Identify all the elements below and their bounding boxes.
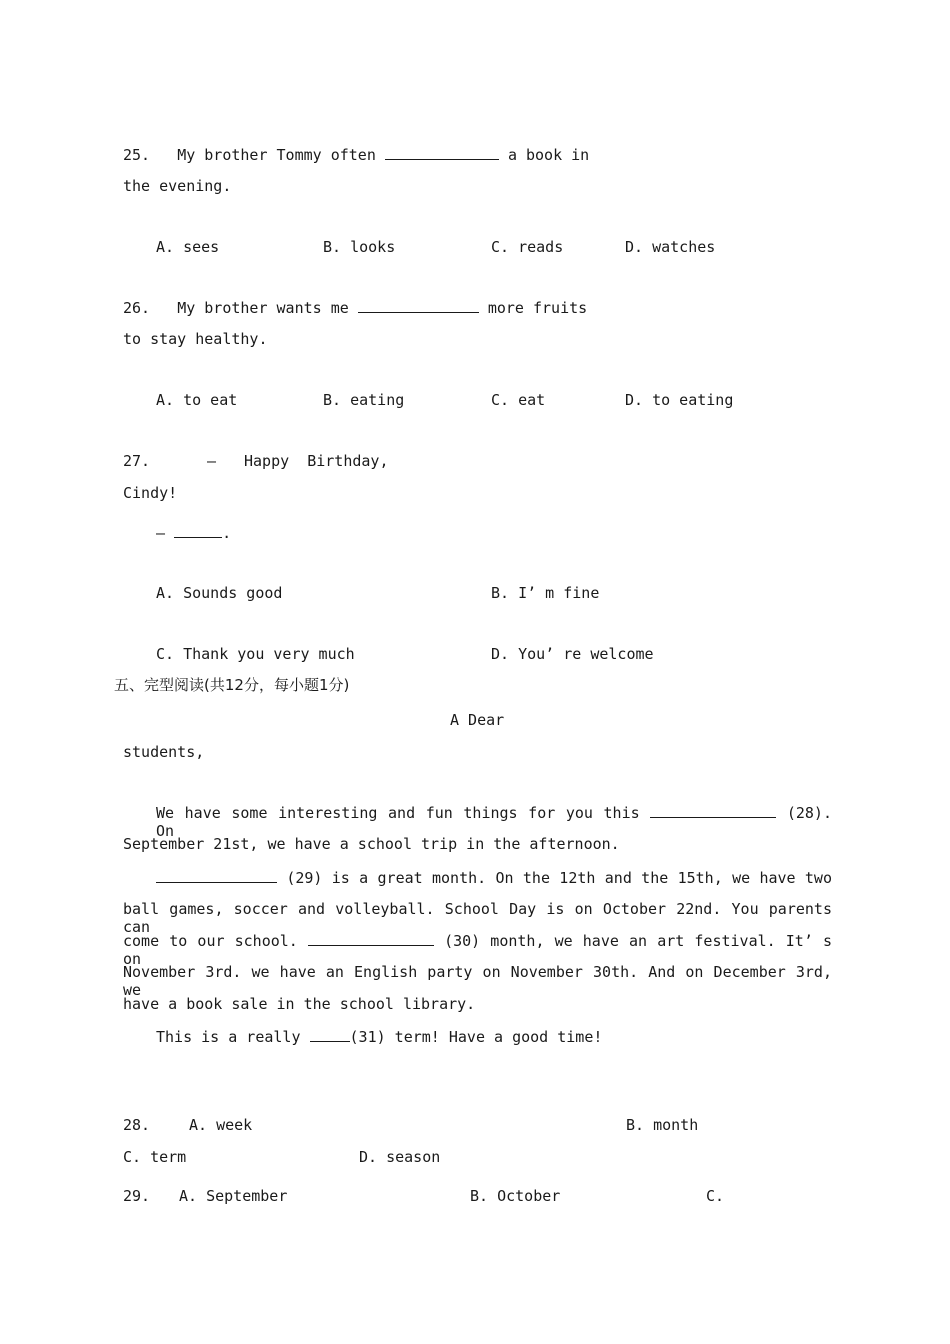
q26-stem-1: My brother wants me [177,299,349,317]
q27-number: 27. [123,452,151,470]
q26-option-a[interactable]: A. to eat [156,391,238,409]
passage-p2-text-c2: (30) month, we have an art festival. It’ s on [123,932,833,968]
q26-stem-2: more fruits [487,299,588,317]
passage-p1-line2: September 21st, we have a school trip in the afternoon. [123,835,620,853]
q26-option-c[interactable]: C. eat [491,391,546,409]
blank-31[interactable] [310,1027,350,1042]
q27-reply-dash: — [156,524,166,542]
passage-p3-text-a: This is a really [156,1028,301,1046]
blank-30[interactable] [308,931,434,946]
q29-option-b[interactable]: B. October [470,1187,561,1205]
q29-option-c[interactable]: C. [706,1187,725,1205]
passage-p2-text-c1: come to our school. [123,932,298,950]
q28-option-b[interactable]: B. month [626,1116,699,1134]
q25-option-a[interactable]: A. sees [156,238,220,256]
passage-p2-line4: November 3rd. we have an English party on November 30th. And on December 3rd, we [123,963,832,999]
q29-number: 29. [123,1187,151,1205]
q28-option-d[interactable]: D. season [359,1148,441,1166]
passage-p1-text-a: We have some interesting and fun things for you this [156,804,640,822]
q26-stem-3: to stay healthy. [123,330,268,348]
q28-option-c[interactable]: C. term [123,1148,187,1166]
q25-line1 [123,145,589,164]
passage-salutation: students, [123,743,205,761]
q28-option-a[interactable]: A. week [189,1116,253,1134]
q26-number: 26. [123,299,151,317]
passage-p2-text-a: (29) is a great month. On the 12th and the 15th, we have two [286,869,832,887]
q27-answer-blank[interactable] [174,523,222,538]
q26-line1 [123,298,587,317]
q28-number: 28. [123,1116,151,1134]
passage-p3-text-b: (31) term! Have a good time! [349,1028,603,1046]
q27-option-a[interactable]: A. Sounds good [156,584,283,602]
q25-number: 25. [123,146,151,164]
passage-p1-text-b: (28). On [156,804,832,840]
q25-option-b[interactable]: B. looks [323,238,396,256]
blank-29[interactable] [156,868,277,883]
q27-option-b[interactable]: B. I’ m fine [491,584,600,602]
q27-stem-1: Happy Birthday, [244,452,389,470]
q26-option-b[interactable]: B. eating [323,391,405,409]
q27-dash: — [207,452,217,470]
q25-stem-2: a book in [507,146,590,164]
q25-option-d[interactable]: D. watches [625,238,716,256]
q25-option-c[interactable]: C. reads [491,238,564,256]
passage-letter-title: A Dear [450,711,505,729]
q26-option-d[interactable]: D. to eating [625,391,734,409]
q27-reply-line [156,523,231,542]
passage-p2-line1 [123,868,832,887]
q29-option-a[interactable]: A. September [179,1187,288,1205]
passage-p2-line2: ball games, soccer and volleyball. School Day is on October 22nd. You parents can [123,900,832,936]
q25-answer-blank[interactable] [385,145,499,160]
q27-reply-end: . [222,524,232,542]
q25-stem-1: My brother Tommy often [177,146,376,164]
blank-28[interactable] [650,803,776,818]
q26-answer-blank[interactable] [358,298,479,313]
section-heading: 五、完型阅读(共12分，每小题1分) [114,676,350,694]
q25-stem-3: the evening. [123,177,232,195]
q27-option-c[interactable]: C. Thank you very much [156,645,355,663]
q27-stem-2: Cindy! [123,484,178,502]
passage-p3-line [156,1027,602,1046]
passage-p2-line5: have a book sale in the school library. [123,995,476,1013]
q27-option-d[interactable]: D. You’ re welcome [491,645,654,663]
